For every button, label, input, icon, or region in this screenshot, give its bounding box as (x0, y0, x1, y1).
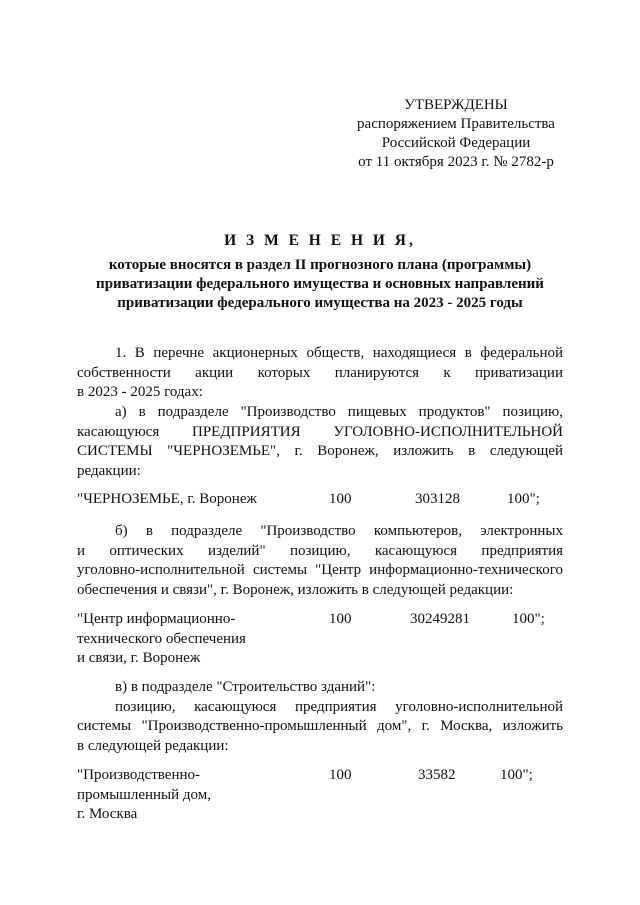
paragraph-c (77, 678, 563, 756)
row-percent: 100 (329, 611, 352, 627)
paragraph-b (77, 522, 563, 600)
row-share: 100"; (500, 767, 533, 783)
row-code: 303128 (415, 491, 460, 507)
paragraph-line: собственности акции которых планируются к приватизации (77, 364, 563, 381)
paragraph-line: редакции: (77, 462, 141, 479)
row-percent: 100 (329, 767, 352, 783)
row-name: и связи, г. Воронеж (77, 650, 201, 666)
paragraph-line: позицию, касающуюся предприятия уголовно-исполнительной (115, 698, 563, 715)
paragraph-line: уголовно-исполнительной системы "Центр информационно-технического (77, 562, 563, 578)
approval-title: УТВЕРЖДЕНЫ (404, 97, 508, 113)
row-name: "ЧЕРНОЗЕМЬЕ, г. Воронеж (77, 491, 257, 507)
paragraph-line: б) в подразделе "Производство компьютеров, электронных (115, 523, 563, 539)
paragraph-line: в следующей редакции: (77, 737, 229, 754)
paragraph-line: а) в подразделе "Производство пищевых продуктов" позицию, (115, 404, 563, 420)
row-name: промышленный дом, (77, 786, 212, 803)
paragraph-a (77, 403, 563, 481)
row-percent: 100 (329, 491, 352, 507)
approval-line: Российской Федерации (381, 135, 531, 151)
paragraph-line: касающуюся ПРЕДПРИЯТИЯ УГОЛОВНО-ИСПОЛНИТЕЛЬНОЙ (77, 423, 563, 440)
row-name: "Производственно- (77, 767, 201, 783)
subtitle-line: которые вносятся в раздел II прогнозного плана (программы) (108, 257, 532, 273)
approval-line: распоряжением Правительства (357, 116, 555, 132)
subtitle-line: приватизации федерального имущества на 2023 - 2025 годы (117, 295, 523, 311)
row-share: 100"; (507, 491, 540, 507)
approval-block (340, 96, 572, 172)
paragraph-line: и оптических изделий" позицию, касающуюся предприятия (77, 542, 563, 559)
row-name: "Центр информационно- (77, 611, 236, 627)
row-name: технического обеспечения (77, 630, 246, 647)
paragraph-line: в 2023 - 2025 годах: (77, 384, 203, 400)
paragraph-1 (77, 344, 563, 403)
paragraph-line: в) в подразделе "Строительство зданий": (115, 679, 376, 695)
paragraph-line: обеспечения и связи", г. Воронеж, изложить в следующей редакции: (77, 581, 514, 598)
row-name: г. Москва (77, 806, 138, 822)
row-code: 30249281 (410, 611, 470, 627)
row-share: 100"; (512, 611, 545, 627)
document-title: И З М Е Н Е Н И Я, (224, 232, 416, 249)
subtitle-line: приватизации федерального имущества и основных направлений (96, 276, 544, 292)
row-code: 33582 (418, 767, 456, 783)
paragraph-line: системы "Производственно-промышленный дом", г. Москва, изложить (77, 718, 563, 734)
paragraph-line: 1. В перечне акционерных обществ, находящиеся в федеральной (115, 345, 563, 361)
document-subtitle (80, 256, 560, 313)
paragraph-line: СИСТЕМЫ "ЧЕРНОЗЕМЬЕ", г. Воронеж, изложить в следующей (77, 443, 563, 459)
approval-date: от 11 октября 2023 г. № 2782-р (358, 154, 554, 170)
